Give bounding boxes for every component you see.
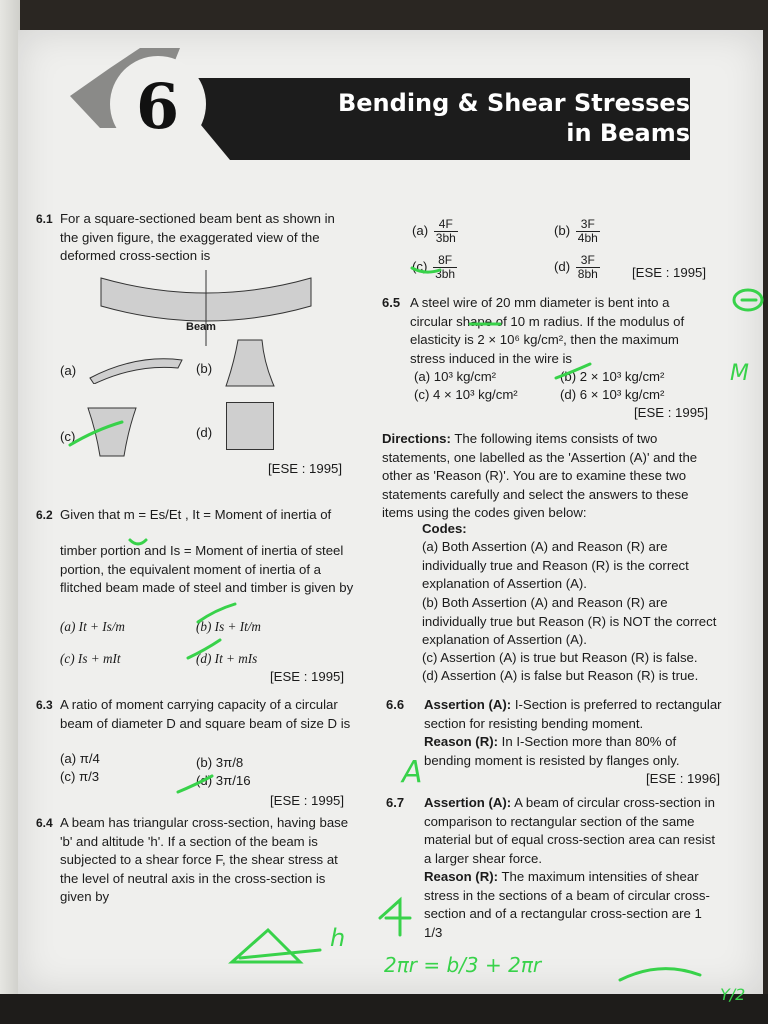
ese-tag: [ESE : 1995]: [270, 669, 345, 684]
code-d: (d) Assertion (A) is false but Reason (R) is true.: [422, 668, 699, 683]
option-d: (d) 3π/16: [196, 773, 251, 788]
question-6-2-continued: [60, 542, 358, 598]
option-c: (c) π/3: [60, 769, 100, 784]
ese-tag: [ESE : 1995]: [268, 461, 343, 476]
code-b: (b) Both Assertion (A) and Reason (R) are individually true but Reason (R) is NOT the correct explanation of Assertion (A).: [422, 595, 717, 647]
directions-block: [382, 430, 720, 523]
option-label: (d): [554, 258, 571, 274]
code-a: (a) Both Assertion (A) and Reason (R) are individually true and Reason (R) is the correct explanation of Assertion (A).: [422, 539, 689, 591]
question-number: 6.3: [36, 698, 53, 712]
option-d-label: (d): [196, 425, 213, 440]
numerator: 4F: [434, 218, 458, 232]
option-b-label: (b): [196, 361, 213, 376]
reason-label: Reason (R):: [424, 734, 498, 749]
codes-label: Codes:: [422, 521, 467, 536]
question-number: 6.6: [386, 697, 405, 712]
ese-tag: [ESE : 1995]: [634, 405, 709, 420]
assertion-label: Assertion (A):: [424, 697, 512, 712]
numerator: 3F: [576, 218, 600, 232]
question-text-line2: timber portion and Is = Moment of inertia of steel portion, the equivalent moment of inertia of a flitched beam made of steel and timber is given by: [60, 543, 354, 595]
option-d: (d) It + mIs: [196, 651, 258, 666]
option-a: (a) π/4: [60, 751, 100, 766]
hand-letter-m: M: [730, 361, 749, 386]
assertion-block: [424, 696, 722, 733]
reason-text: In I-Section more than 80% of bending moment is resisted by flanges only.: [424, 734, 680, 768]
directions-label: Directions:: [382, 431, 451, 446]
option-a: (a) It + Is/m: [60, 619, 125, 634]
option-a-shape: [86, 350, 186, 384]
question-number: 6.5: [382, 295, 401, 310]
chapter-title-line1: Bending & Shear Stresses: [337, 89, 690, 117]
option-label: (b): [554, 222, 571, 238]
option-d: (d) 6 × 10³ kg/cm²: [560, 387, 665, 402]
question-number: 6.4: [36, 816, 53, 830]
option-label: (c): [412, 258, 428, 274]
question-number: 6.1: [36, 212, 53, 226]
option-b: (b) 3π/8: [196, 755, 244, 770]
question-text: A steel wire of 20 mm diameter is bent into a circular shape of 10 m radius. If the modulus of elasticity is 2 × 10⁶ kg/cm², then the maximum stress induced in the wire is: [410, 295, 685, 366]
option-a-label: (a): [60, 363, 77, 378]
option-label: (a): [412, 222, 429, 238]
hand-letter-a: A: [402, 755, 423, 790]
q64-option-b: [554, 218, 602, 245]
option-c-label: (c): [60, 429, 76, 444]
assertion-text: A beam of circular cross-section in comparison to rectangular section of the same material but of equal cross-section area can resist a larger shear force.: [424, 795, 715, 866]
reason-block: [424, 868, 722, 942]
hand-letter-h: h: [330, 924, 346, 952]
denominator: 8bh: [577, 267, 598, 281]
directions-text: The following items consists of two statements, one labelled as the 'Assertion (A)' and the other as 'Reason (R)'. You are to examine these two statements carefully and select the answers to these items using the codes given below:: [382, 431, 698, 520]
q64-option-a: [412, 218, 460, 245]
reason-label: Reason (R):: [424, 869, 498, 884]
beam-label: Beam: [186, 321, 216, 333]
question-text: For a square-sectioned beam bent as shown in the given figure, the exaggerated view of the deformed cross-section is: [60, 211, 335, 263]
reason-text: The maximum intensities of shear stress in the sections of a beam of circular cross-section and of a rectangular cross-section are 1 1/3: [424, 869, 710, 940]
numerator: 3F: [576, 254, 600, 268]
code-c: (c) Assertion (A) is true but Reason (R) is false.: [422, 650, 698, 665]
q64-option-c: [412, 254, 459, 281]
assertion-text: I-Section is preferred to rectangular section for resisting bending moment.: [424, 697, 722, 731]
denominator: 4bh: [577, 231, 598, 245]
ese-tag: [ESE : 1996]: [646, 771, 721, 786]
table-edge: [0, 994, 768, 1024]
option-d-shape: [226, 402, 274, 450]
book-spine: [0, 0, 20, 1024]
assertion-label: Assertion (A):: [424, 795, 512, 810]
question-text: A beam has triangular cross-section, having base 'b' and altitude 'h'. If a section of the beam is subjected to a shear force F, the shear stress at the level of neutral axis in the cross-section is given by: [60, 815, 349, 904]
chapter-title-line2: in Beams: [566, 119, 690, 147]
denominator: 3bh: [435, 231, 456, 245]
question-text-line1: Given that m = Es/Et , It = Moment of inertia of: [60, 507, 332, 522]
option-c-shape: [86, 406, 138, 458]
denominator: 3bh: [435, 267, 456, 281]
option-b-shape: [224, 338, 276, 388]
option-b: (b) 2 × 10³ kg/cm²: [560, 369, 665, 384]
option-a: (a) 10³ kg/cm²: [414, 369, 497, 384]
question-number: 6.7: [386, 795, 405, 810]
hand-fraction: Y/2: [720, 985, 746, 1004]
option-c: (c) 4 × 10³ kg/cm²: [414, 387, 518, 402]
option-b: (b) Is + It/m: [196, 619, 261, 634]
numerator: 8F: [433, 254, 457, 268]
option-c: (c) Is + mIt: [60, 651, 121, 666]
chapter-title: [338, 88, 690, 148]
chapter-number: 6: [136, 70, 180, 143]
question-text: A ratio of moment carrying capacity of a circular beam of diameter D and square beam of size D is: [60, 697, 351, 731]
assertion-block: [424, 794, 722, 868]
question-number: 6.2: [36, 508, 53, 522]
ese-tag-6-4: [ESE : 1995]: [632, 265, 707, 280]
hand-equation: 2πr = b/3 + 2πr: [384, 953, 542, 977]
ese-tag: [ESE : 1995]: [270, 793, 345, 808]
reason-block: [424, 733, 722, 770]
q64-option-d: [554, 254, 602, 281]
